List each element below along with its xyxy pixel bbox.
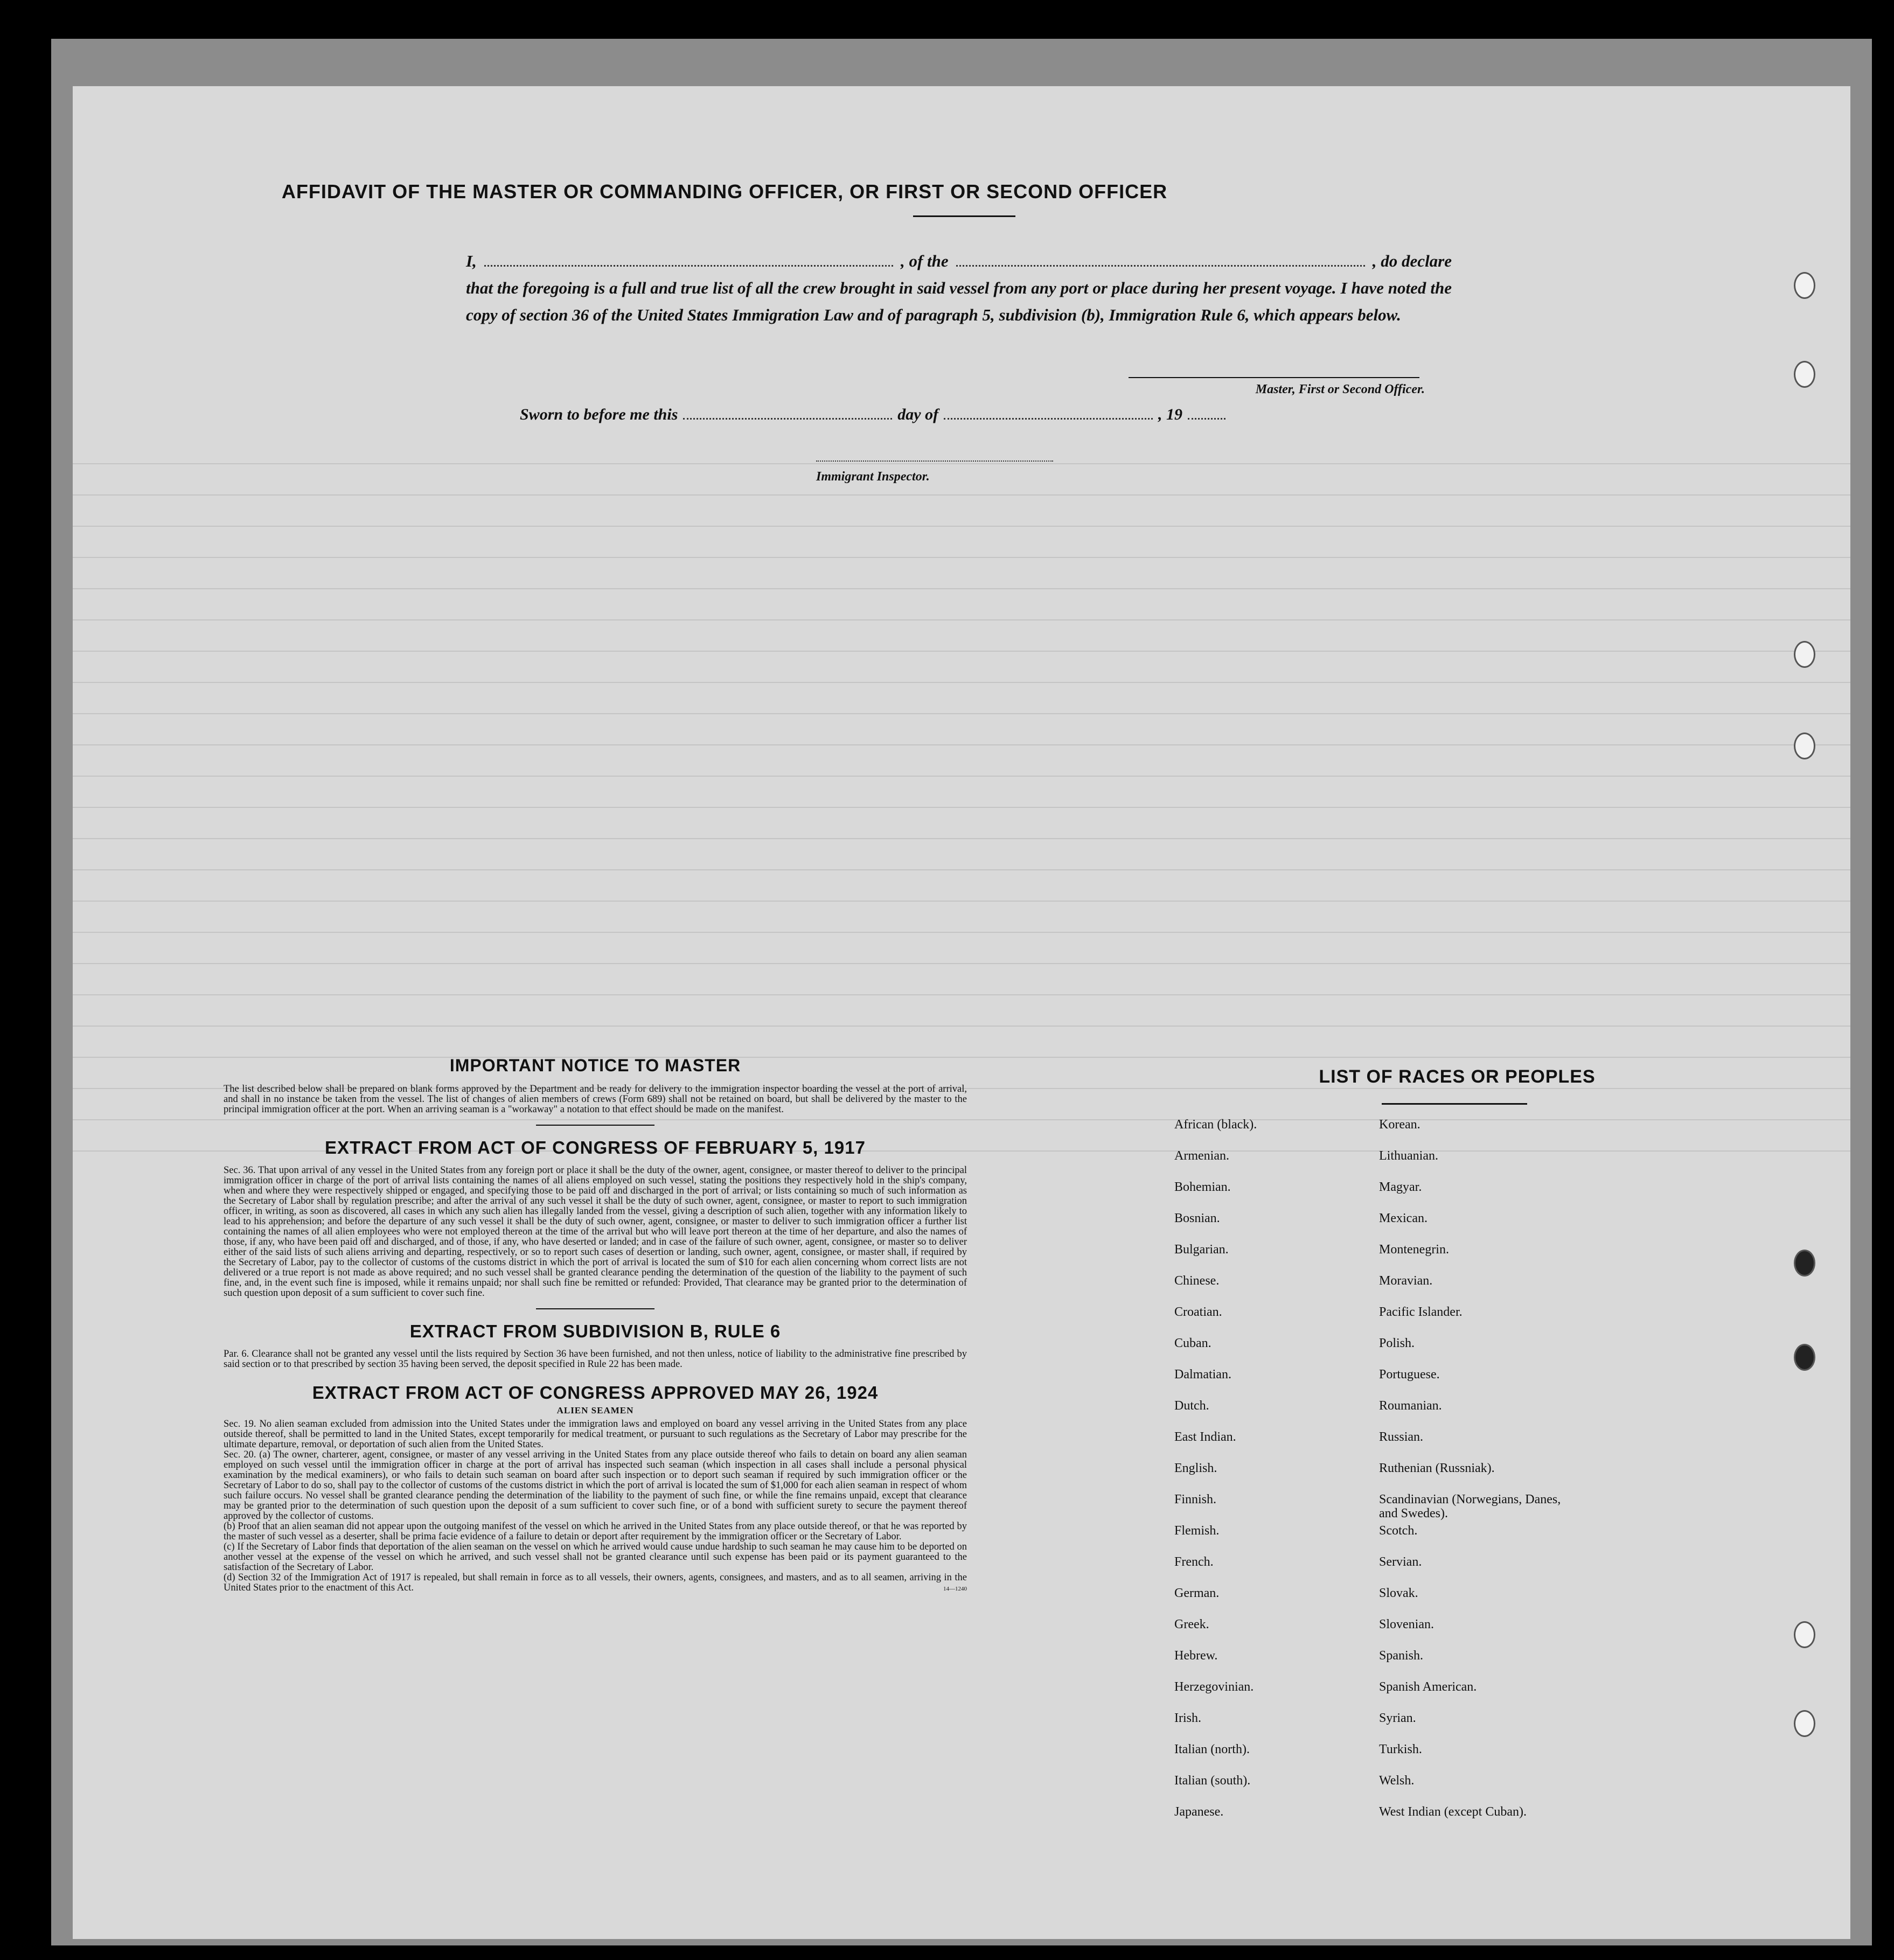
- notice-text: The list described below shall be prepared on blank forms approved by the Department and be ready for delivery to the immigration inspector boarding the vessel at the port of arrival, and shall in no instance be taken from the vessel. The list of changes of alien members of crews (Form 689) shall not be retained on board, but shall be delivered by the master to the principal immigration officer at the port. When an arriving seaman is a "workaway" a notation to that effect should be made on the manifest.: [224, 1084, 967, 1115]
- races-column-2: [1379, 1118, 1573, 1836]
- race-item: Mexican.: [1379, 1211, 1428, 1225]
- extract-rule6-title: EXTRACT FROM SUBDIVISION B, RULE 6: [409, 1321, 781, 1341]
- sworn-line: [520, 404, 1231, 424]
- race-item: Servian.: [1379, 1555, 1422, 1569]
- declaration-line: [466, 248, 1452, 275]
- section-rule: [536, 1125, 654, 1126]
- extract-1924-paragraph: Sec. 19. No alien seaman excluded from admission into the United States under the immigration laws and employed on board any vessel arriving in the United States from any place outside thereof, shall be permitted to land in the United States, except temporarily for medical treatment, or pursuant to such regulations as the Secretary of Labor may prescribe for the ultimate departure, removal, or deportation of such alien from the United States.: [224, 1419, 967, 1450]
- race-item: Flemish.: [1174, 1524, 1220, 1538]
- race-item: Spanish American.: [1379, 1680, 1477, 1694]
- races-title: LIST OF RACES OR PEOPLES: [1319, 1066, 1596, 1087]
- year-blank[interactable]: [1188, 404, 1225, 420]
- ruled-line: [73, 713, 1850, 714]
- of-the-label: , of the: [900, 252, 949, 270]
- race-item: African (black).: [1174, 1118, 1257, 1132]
- race-item: Greek.: [1174, 1617, 1209, 1631]
- manifest-page: [73, 86, 1850, 1939]
- ruled-line: [73, 838, 1850, 839]
- ruled-line: [73, 901, 1850, 902]
- i-label: I,: [466, 252, 477, 270]
- extract-1924-paragraph: (d) Section 32 of the Immigration Act of 1917 is repealed, but shall remain in force as to all vessels, their owners, agents, consignees, and masters, and as to all seamen, arriving in the United States prior to the enactment of this Act.: [224, 1572, 967, 1593]
- ruled-line: [73, 807, 1850, 808]
- signature-label: Master, First or Second Officer.: [1255, 382, 1425, 396]
- race-item: Chinese.: [1174, 1274, 1220, 1288]
- section-rule: [536, 1308, 654, 1309]
- race-item: Montenegrin.: [1379, 1243, 1449, 1257]
- race-item: Finnish.: [1174, 1492, 1217, 1506]
- ruled-line: [73, 619, 1850, 620]
- extract-1924-paragraph: (b) Proof that an alien seaman did not appear upon the outgoing manifest of the vessel on which he arrived in the United States from any place outside thereof, or that he was reported by the master of such vessel as a deserter, shall be prima facie evidence of a failure to detain or deport after requirement by the immigration officer or the Secretary of Labor.: [224, 1521, 967, 1542]
- race-item: Scandinavian (Norwegians, Danes, and Swedes).: [1379, 1492, 1561, 1520]
- race-item: Lithuanian.: [1379, 1149, 1438, 1163]
- race-item: English.: [1174, 1461, 1217, 1475]
- race-item: French.: [1174, 1555, 1214, 1569]
- extract-1924-title: EXTRACT FROM ACT OF CONGRESS APPROVED MAY 26, 1924: [312, 1383, 879, 1403]
- race-item: Scotch.: [1379, 1524, 1418, 1538]
- binder-hole: [1794, 733, 1815, 759]
- binder-hole: [1794, 1710, 1815, 1737]
- name-blank[interactable]: [484, 251, 893, 267]
- binder-hole: [1794, 1250, 1815, 1277]
- races-rule: [1382, 1103, 1527, 1105]
- race-item: Cuban.: [1174, 1336, 1211, 1350]
- race-item: Herzegovinian.: [1174, 1680, 1254, 1694]
- race-item: Turkish.: [1379, 1742, 1422, 1756]
- extract-1924-paragraph: Sec. 20. (a) The owner, charterer, agent, consignee, or master of any vessel arriving in the United States from any place outside thereof who fails to detain on board any alien seaman employed on such vessel until the immigration officer in charge at the port of arrival has inspected such seaman (which inspection in all cases shall include a personal physical examination by the medical examiners), or who fails to detain such seaman on board after such inspection or to deport such seaman if required by such immigration officer or the Secretary of Labor to do so, shall pay to the collector of customs of the customs district in which the port of arrival is located the sum of $1,000 for each alien seaman in respect of whom such failure occurs. No vessel shall be granted clearance pending the determination of the liability to the payment of such fine, or while the fine remains unpaid, except that clearance may be granted prior to the determination of such question upon the deposit of a sum sufficient to cover such fine, or of a bond with sufficient surety to secure the payment thereof approved by the collector of customs.: [224, 1449, 967, 1522]
- race-item: Welsh.: [1379, 1774, 1415, 1788]
- race-item: Bulgarian.: [1174, 1243, 1229, 1257]
- race-item: Bohemian.: [1174, 1180, 1231, 1194]
- race-item: Irish.: [1174, 1711, 1201, 1725]
- race-item: Portuguese.: [1379, 1368, 1440, 1382]
- ruled-line: [73, 494, 1850, 496]
- ruled-line: [73, 963, 1850, 964]
- affidavit-body: [466, 248, 1452, 329]
- race-item: Hebrew.: [1174, 1649, 1218, 1663]
- year-label: , 19: [1158, 406, 1182, 423]
- ruled-line: [73, 1026, 1850, 1027]
- race-item: Syrian.: [1379, 1711, 1416, 1725]
- affidavit-title: AFFIDAVIT OF THE MASTER OR COMMANDING OFFICER, OR FIRST OR SECOND OFFICER: [281, 180, 1168, 203]
- race-item: Slovak.: [1379, 1586, 1418, 1600]
- extract-1924-paragraph: (c) If the Secretary of Labor finds that deportation of the alien seaman on the vessel on which he arrived would cause undue hardship to such seaman he may cause him to be deported on another vessel at the expense of the vessel on which he arrived, and such vessel shall not be granted clearance until such expense has been paid or its payment guaranteed to the satisfaction of the Secretary of Labor.: [224, 1542, 967, 1573]
- ruled-line: [73, 651, 1850, 652]
- race-item: Dalmatian.: [1174, 1368, 1231, 1382]
- race-item: Magyar.: [1379, 1180, 1422, 1194]
- ruled-line: [73, 526, 1850, 527]
- ruled-line: [73, 932, 1850, 933]
- race-item: German.: [1174, 1586, 1220, 1600]
- race-item: Roumanian.: [1379, 1399, 1442, 1413]
- binder-hole: [1794, 1344, 1815, 1371]
- race-item: Japanese.: [1174, 1805, 1224, 1819]
- extract-1917-title: EXTRACT FROM ACT OF CONGRESS OF FEBRUARY 5, 1917: [325, 1138, 866, 1157]
- ruled-line: [73, 744, 1850, 745]
- ruled-line: [73, 557, 1850, 558]
- day-of-label: day of: [897, 406, 939, 423]
- ruled-line: [73, 776, 1850, 777]
- month-blank[interactable]: [944, 404, 1153, 420]
- ruled-line: [73, 463, 1850, 464]
- race-item: Pacific Islander.: [1379, 1305, 1463, 1319]
- ruled-line: [73, 588, 1850, 589]
- race-item: Dutch.: [1174, 1399, 1209, 1413]
- race-item: Armenian.: [1174, 1149, 1229, 1163]
- race-item: Italian (south).: [1174, 1774, 1251, 1788]
- race-item: West Indian (except Cuban).: [1379, 1805, 1527, 1819]
- race-item: Italian (north).: [1174, 1742, 1250, 1756]
- day-blank[interactable]: [683, 404, 892, 420]
- binder-hole: [1794, 361, 1815, 388]
- race-item: Polish.: [1379, 1336, 1415, 1350]
- notice-title: IMPORTANT NOTICE TO MASTER: [449, 1056, 741, 1075]
- signature-line[interactable]: [1129, 377, 1419, 378]
- binder-hole: [1794, 641, 1815, 668]
- affidavit-paragraph: that the foregoing is a full and true list of all the crew brought in said vessel from any port or place during her present voyage. I have noted the copy of section 36 of the United States Immigration Law and of paragraph 5, subdivision (b), Immigration Rule 6, which appears below.: [466, 278, 1452, 324]
- race-item: Ruthenian (Russniak).: [1379, 1461, 1495, 1475]
- inspector-label: Immigrant Inspector.: [816, 470, 930, 484]
- legal-text-column: [224, 1056, 967, 1592]
- extract-rule6-text: Par. 6. Clearance shall not be granted any vessel until the lists required by Section 36 have been furnished, and not then unless, notice of liability to the administrative fine prescribed by said section or to that prescribed by section 35 having been served, the deposit specified in Rule 22 has been made.: [224, 1349, 967, 1370]
- sworn-label: Sworn to before me this: [520, 406, 678, 423]
- race-item: Bosnian.: [1174, 1211, 1220, 1225]
- vessel-blank[interactable]: [956, 251, 1365, 267]
- ruled-line: [73, 994, 1850, 995]
- race-item: Russian.: [1379, 1430, 1424, 1444]
- race-item: Spanish.: [1379, 1649, 1424, 1663]
- race-item: Slovenian.: [1379, 1617, 1434, 1631]
- race-item: Croatian.: [1174, 1305, 1222, 1319]
- binder-hole: [1794, 272, 1815, 299]
- race-item: East Indian.: [1174, 1430, 1236, 1444]
- ruled-line: [73, 682, 1850, 683]
- title-rule: [913, 215, 1015, 217]
- alien-seamen-subtitle: ALIEN SEAMEN: [556, 1405, 634, 1415]
- races-column-1: [1174, 1118, 1357, 1836]
- ruled-line: [73, 869, 1850, 870]
- declare-label: , do declare: [1372, 252, 1452, 270]
- race-item: Korean.: [1379, 1118, 1420, 1132]
- inspector-signature-line[interactable]: [816, 461, 1053, 462]
- form-number: 14—1240: [943, 1586, 967, 1592]
- extract-1917-text: Sec. 36. That upon arrival of any vessel in the United States from any foreign port or place it shall be the duty of the owner, agent, consignee, or master thereof to deliver to the principal immigration officer in charge of the port of arrival lists containing the names of all aliens employed on such vessel, stating the positions they respectively hold in the ship's company, when and where they were respectively shipped or engaged, and specifying those to be paid off and discharged in the port of arrival; or lists containing so much of such information as the Secretary of Labor shall by regulation prescribe; and after the arrival of any such vessel it shall be the duty of such owner, agent, consignee, or master to report to such immigration officer, in writing, as soon as discovered, all cases in which any such alien has illegally landed from the vessel, giving a description of such alien, together with any information likely to lead to his apprehension; and before the departure of any such vessel it shall be the duty of such owner, agent, consignee, or master to deliver to such immigration officer a further list containing the names of all alien employees who were not employed thereon at the time of the arrival but who will leave port thereon at the time of her departure, and also the names of those, if any, who have been paid off and discharged, and of those, if any, who have deserted or landed; and in case of the failure of such owner, agent, consignee, or master so to deliver either of the said lists of such aliens arriving and departing, respectively, or so to report such cases of desertion or landing, such owner, agent, consignee, or master shall, if required by the Secretary of Labor, pay to the collector of customs of the customs district in which the port of arrival is located the sum of $10 for each alien concerning whom correct lists are not delivered or a true report is not made as above required; and no such vessel shall be granted clearance pending the determination of the question of the liability to the payment of such fine, and, in the event such fine is imposed, while it remains unpaid; nor shall such fine be remitted or refunded: Provided, That clearance may be granted prior to the determination of such question upon deposit of a sum sufficient to cover such fine.: [224, 1165, 967, 1299]
- binder-hole: [1794, 1621, 1815, 1648]
- race-item: Moravian.: [1379, 1274, 1433, 1288]
